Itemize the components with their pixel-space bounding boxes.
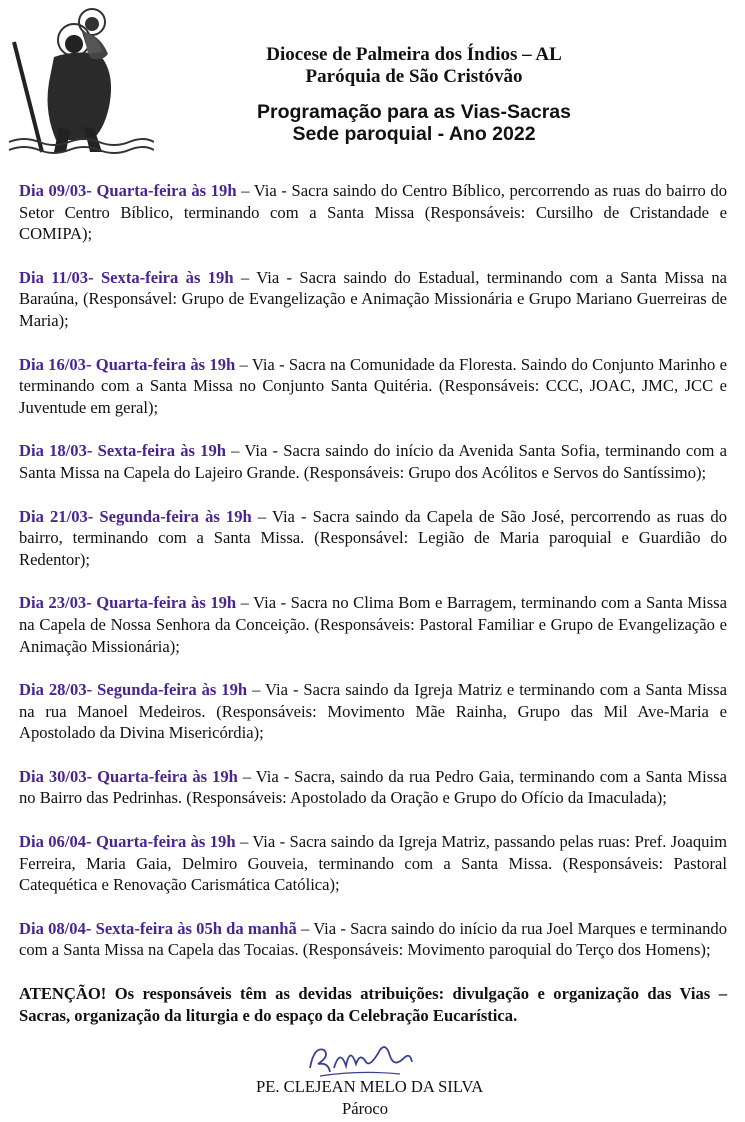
priest-role: Pároco — [342, 1099, 389, 1118]
diocese-title: Diocese de Palmeira dos Índios – AL — [266, 44, 562, 65]
schedule-entry — [19, 592, 727, 657]
schedule-entry — [19, 354, 727, 419]
entry-text: – Via - Sacra saindo do Estadual, terminando com a Santa Missa na Baraúna, (Responsável: Grupo de Evangelização e Animação Missionária e Grupo Mariano Guerreiras de Maria); — [19, 267, 728, 330]
entry-text: – Via - Sacra saindo do Centro Bíblico, percorrendo as ruas do bairro do Setor Centro Bíblico, terminando com a Santa Missa (Responsáveis: Cursilho de Cristandade e COMIPA); — [19, 181, 727, 244]
schedule-entry — [19, 506, 727, 571]
schedule-entry — [19, 766, 727, 809]
entry-text: – Via - Sacra saindo da Igreja Matriz e terminando com a Santa Missa na rua Manoel Medeiros. (Responsáveis: Movimento Mãe Rainha, Grupo das Mil Ave-Maria e Apostolado da Divina Misericórdia); — [19, 680, 727, 743]
program-title: Programação para as Vias-Sacras — [257, 101, 571, 123]
entry-date: Dia 11/03- Sexta-feira às 19h — [19, 267, 234, 287]
entry-date: Dia 21/03- Segunda-feira às 19h — [19, 506, 252, 526]
entry-text: – Via - Sacra, saindo da rua Pedro Gaia, terminando com a Santa Missa no Bairro das Pedrinhas. (Responsáveis: Apostolado da Oração e Grupo do Ofício da Imaculada); — [19, 766, 727, 808]
entry-text: – Via - Sacra na Comunidade da Floresta. Saindo do Conjunto Marinho e terminando com a Santa Missa no Conjunto Santa Quitéria. (Responsáveis: CCC, JOAC, JMC, JCC e Juventude em geral); — [19, 354, 727, 417]
entry-date: Dia 09/03- Quarta-feira às 19h — [19, 181, 237, 200]
entry-date: Dia 16/03- Quarta-feira às 19h — [19, 354, 236, 374]
saint-christopher-logo — [4, 2, 154, 157]
priest-name: PE. CLEJEAN MELO DA SILVA — [256, 1077, 484, 1096]
entry-date: Dia 23/03- Quarta-feira às 19h — [19, 593, 237, 613]
schedule-entry — [19, 918, 727, 961]
handwritten-signature — [300, 1038, 418, 1082]
entry-text: – Via - Sacra saindo da Capela de São José, percorrendo as ruas do bairro, terminando com a Santa Missa. (Responsável: Legião de Maria paroquial e Guardião do Redentor); — [19, 506, 727, 569]
entry-date: Dia 08/04- Sexta-feira às 05h da manhã — [19, 918, 297, 938]
schedule-entry — [19, 267, 727, 332]
entry-text: – Via - Sacra saindo do início da rua Joel Marques e terminando com a Santa Missa na Capela das Tocaias. (Responsáveis: Movimento paroquial do Terço dos Homens); — [19, 918, 728, 960]
entry-date: Dia 18/03- Sexta-feira às 19h — [19, 441, 226, 461]
parish-title: Paróquia de São Cristóvão — [305, 66, 523, 87]
schedule-entry — [19, 180, 727, 245]
entry-text: – Via - Sacra saindo do início da Avenida Santa Sofia, terminando com a Santa Missa na Capela do Lajeiro Grande. (Responsáveis: Grupo dos Acólitos e Servos do Santíssimo); — [19, 441, 727, 482]
program-subtitle: Sede paroquial - Ano 2022 — [292, 123, 536, 145]
schedule-entry — [19, 831, 727, 896]
entry-text: – Via - Sacra saindo da Igreja Matriz, passando pelas ruas: Pref. Joaquim Ferreira, Maria Gaia, Delmiro Gouveia, terminando com a Santa Missa. (Responsáveis: Pastoral Catequética e Renovação Carismática Católica); — [19, 832, 727, 895]
entry-date: Dia 28/03- Segunda-feira às 19h — [19, 680, 248, 700]
entry-date: Dia 30/03- Quarta-feira às 19h — [19, 766, 238, 786]
attention-notice: ATENÇÃO! Os responsáveis têm as devidas atribuições: divulgação e organização das Vias – Sacras, organização da liturgia e do espaço da Celebração Eucarística. — [19, 984, 727, 1025]
schedule-entry — [19, 679, 727, 744]
schedule-list — [19, 180, 727, 1026]
schedule-entry — [19, 440, 727, 483]
entry-date: Dia 06/04- Quarta-feira às 19h — [19, 832, 236, 852]
document-header — [150, 44, 678, 145]
entry-text: – Via - Sacra no Clima Bom e Barragem, terminando com a Santa Missa na Capela de Nossa Senhora da Conceição. (Responsáveis: Pastoral Familiar e Grupo de Evangelização e Animação Missionária); — [19, 593, 727, 656]
